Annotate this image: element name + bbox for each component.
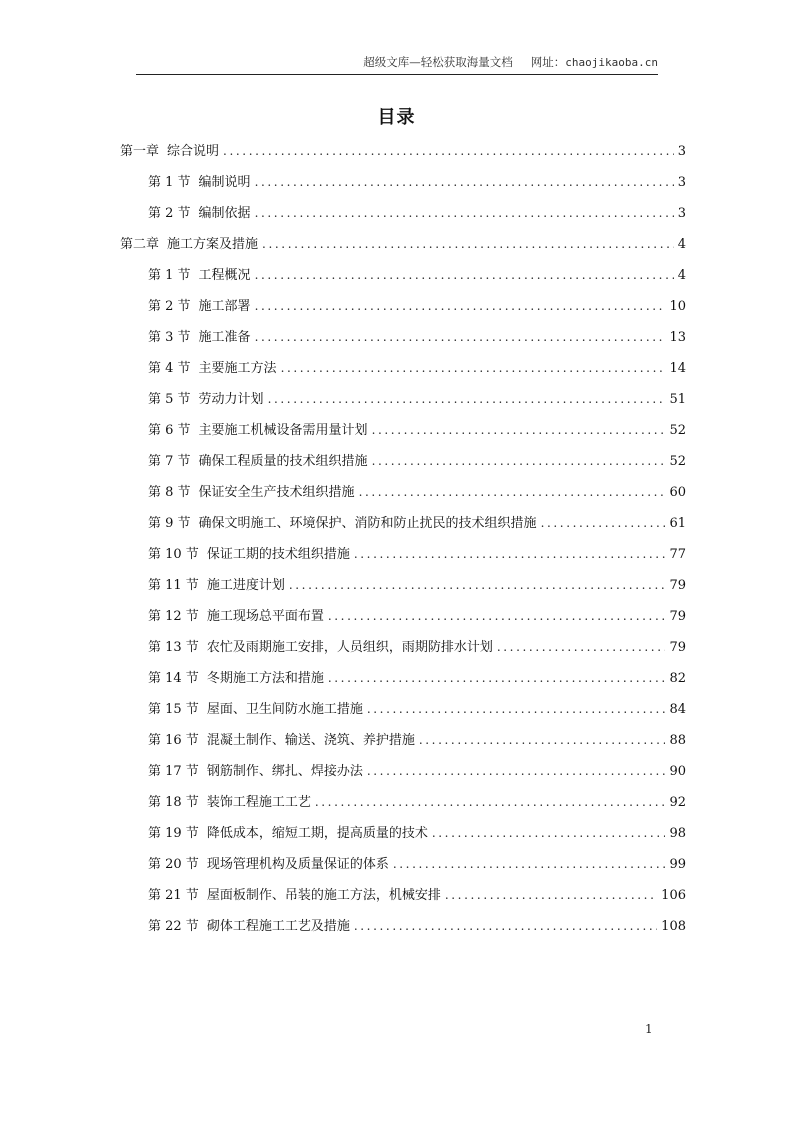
toc-entry-number: 第 2 节 <box>148 299 191 314</box>
toc-entry[interactable] <box>148 450 686 472</box>
toc-entry-label: 农忙及雨期施工安排，人员组织，雨期防排水计划 <box>206 640 493 655</box>
toc-entry[interactable] <box>148 822 686 844</box>
toc-entry[interactable] <box>148 636 686 658</box>
toc-dot-leader <box>445 884 657 906</box>
toc-entry[interactable] <box>148 853 686 875</box>
toc-entry-number: 第 2 节 <box>148 206 191 221</box>
toc-entry-number: 第 1 节 <box>148 175 191 190</box>
toc-entry-page: 92 <box>669 795 686 810</box>
toc-entry-number: 第 17 节 <box>148 764 199 779</box>
toc-entry-page: 106 <box>661 888 686 903</box>
toc-dot-leader <box>367 698 666 720</box>
toc-entry-page: 79 <box>669 578 686 593</box>
toc-entry-number: 第 5 节 <box>148 392 191 407</box>
toc-entry[interactable] <box>148 481 686 503</box>
toc-entry[interactable] <box>120 233 686 255</box>
toc-entry-page: 79 <box>669 609 686 624</box>
toc-entry-label: 工程概况 <box>198 268 251 283</box>
toc-entry-number: 第 7 节 <box>148 454 191 469</box>
toc-entry-label: 主要施工机械设备需用量计划 <box>198 423 368 438</box>
toc-entry-page: 84 <box>669 702 686 717</box>
toc-dot-leader <box>223 140 674 162</box>
toc-entry-label: 施工部署 <box>198 299 251 314</box>
toc-entry-number: 第 8 节 <box>148 485 191 500</box>
toc-entry-number: 第 15 节 <box>148 702 199 717</box>
toc-entry-label: 降低成本，缩短工期，提高质量的技术 <box>206 826 428 841</box>
toc-entry-number: 第一章 <box>120 144 160 159</box>
toc-entry-label: 冬期施工方法和措施 <box>206 671 324 686</box>
toc-entry-number: 第 3 节 <box>148 330 191 345</box>
toc-entry-page: 88 <box>669 733 686 748</box>
toc-dot-leader <box>541 512 666 534</box>
toc-entry-page: 3 <box>677 175 686 190</box>
toc-entry-page: 99 <box>669 857 686 872</box>
toc-dot-leader <box>328 605 666 627</box>
toc-entry[interactable] <box>148 264 686 286</box>
toc-entry-label: 确保文明施工、环境保护、消防和防止扰民的技术组织措施 <box>198 516 537 531</box>
toc-entry-label: 编制依据 <box>198 206 251 221</box>
toc-entry[interactable] <box>148 605 686 627</box>
toc-dot-leader <box>268 388 666 410</box>
toc-entry-label: 混凝土制作、输送、浇筑、养护措施 <box>206 733 415 748</box>
toc-title: 目录 <box>377 107 416 128</box>
toc-dot-leader <box>367 760 666 782</box>
toc-dot-leader <box>255 264 674 286</box>
page-number: 1 <box>645 1022 653 1036</box>
header-url[interactable]: chaojikaoba.cn <box>565 56 658 69</box>
toc-entry-page: 108 <box>661 919 686 934</box>
toc-dot-leader <box>497 636 666 658</box>
toc-entry-label: 现场管理机构及质量保证的体系 <box>206 857 389 872</box>
toc-entry-label: 钢筋制作、绑扎、焊接办法 <box>206 764 363 779</box>
toc-dot-leader <box>354 915 657 937</box>
toc-entry-number: 第 11 节 <box>148 578 199 593</box>
toc-entry[interactable] <box>148 202 686 224</box>
toc-entry[interactable] <box>148 574 686 596</box>
toc-entry[interactable] <box>148 326 686 348</box>
toc-entry-label: 施工方案及措施 <box>167 237 259 252</box>
header-site-name: 超级文库—轻松获取海量文档 <box>363 55 513 69</box>
toc-dot-leader <box>255 295 666 317</box>
toc-entry-number: 第 10 节 <box>148 547 199 562</box>
toc-entry-label: 施工进度计划 <box>206 578 285 593</box>
toc-entry-page: 61 <box>669 516 686 531</box>
toc-dot-leader <box>372 450 666 472</box>
toc-entry-label: 主要施工方法 <box>198 361 277 376</box>
toc-entry-number: 第 1 节 <box>148 268 191 283</box>
toc-entry[interactable] <box>148 512 686 534</box>
toc-entry[interactable] <box>148 543 686 565</box>
toc-entry-number: 第 9 节 <box>148 516 191 531</box>
toc-dot-leader <box>432 822 666 844</box>
toc-entry-number: 第 19 节 <box>148 826 199 841</box>
toc-entry-page: 10 <box>669 299 686 314</box>
toc-entry-page: 13 <box>669 330 686 345</box>
toc-entry-page: 3 <box>677 206 686 221</box>
toc-entry-label: 保证安全生产技术组织措施 <box>198 485 355 500</box>
toc-entry[interactable] <box>148 915 686 937</box>
toc-entry-page: 98 <box>669 826 686 841</box>
toc-entry-page: 4 <box>677 268 686 283</box>
toc-dot-leader <box>359 481 666 503</box>
toc-entry[interactable] <box>148 760 686 782</box>
toc-dot-leader <box>315 791 666 813</box>
toc-entry-label: 施工现场总平面布置 <box>206 609 324 624</box>
toc-entry-page: 52 <box>669 454 686 469</box>
toc-entry-page: 82 <box>669 671 686 686</box>
toc-dot-leader <box>255 171 674 193</box>
toc-dot-leader <box>255 202 674 224</box>
toc-dot-leader <box>255 326 666 348</box>
toc-entry-label: 确保工程质量的技术组织措施 <box>198 454 368 469</box>
toc-entry-page: 77 <box>669 547 686 562</box>
toc-entry[interactable] <box>148 357 686 379</box>
toc-dot-leader <box>354 543 666 565</box>
toc-entry-label: 屋面板制作、吊装的施工方法，机械安排 <box>206 888 441 903</box>
toc-dot-leader <box>281 357 666 379</box>
toc-entry-page: 52 <box>669 423 686 438</box>
toc-entry-number: 第 16 节 <box>148 733 199 748</box>
toc-entry-number: 第 14 节 <box>148 671 199 686</box>
toc-entry-page: 60 <box>669 485 686 500</box>
toc-dot-leader <box>372 419 666 441</box>
toc-entry-number: 第 18 节 <box>148 795 199 810</box>
toc-entry-label: 屋面、卫生间防水施工措施 <box>206 702 363 717</box>
toc-entry-number: 第 13 节 <box>148 640 199 655</box>
toc-entry-number: 第二章 <box>120 237 160 252</box>
toc-entry-label: 装饰工程施工工艺 <box>206 795 311 810</box>
toc-entry[interactable] <box>148 698 686 720</box>
toc-entry[interactable] <box>148 884 686 906</box>
page-header <box>136 54 658 75</box>
toc-entry-page: 3 <box>677 144 686 159</box>
toc-entry[interactable] <box>148 791 686 813</box>
toc-entry-label: 编制说明 <box>198 175 251 190</box>
header-url-label: 网址： <box>530 55 566 69</box>
toc-entry[interactable] <box>148 419 686 441</box>
toc-dot-leader <box>419 729 666 751</box>
toc-dot-leader <box>328 667 666 689</box>
toc-entry-page: 90 <box>669 764 686 779</box>
toc-entry[interactable] <box>120 140 686 162</box>
toc-entry[interactable] <box>148 295 686 317</box>
toc-entry-number: 第 21 节 <box>148 888 199 903</box>
toc-entry[interactable] <box>148 729 686 751</box>
toc-entry-number: 第 20 节 <box>148 857 199 872</box>
toc-entry-number: 第 4 节 <box>148 361 191 376</box>
toc-entry-number: 第 6 节 <box>148 423 191 438</box>
toc-entry-number: 第 22 节 <box>148 919 199 934</box>
toc-entry-label: 保证工期的技术组织措施 <box>206 547 350 562</box>
toc-dot-leader <box>393 853 666 875</box>
toc-entry-label: 劳动力计划 <box>198 392 264 407</box>
toc-entry-label: 砌体工程施工工艺及措施 <box>206 919 350 934</box>
toc-entry-page: 79 <box>669 640 686 655</box>
toc-entry-number: 第 12 节 <box>148 609 199 624</box>
toc-entry-label: 综合说明 <box>167 144 220 159</box>
toc-dot-leader <box>262 233 674 255</box>
toc-entry[interactable] <box>148 171 686 193</box>
toc-entry-page: 4 <box>677 237 686 252</box>
toc-entry-label: 施工准备 <box>198 330 251 345</box>
toc-entry-page: 51 <box>669 392 686 407</box>
toc-entry-page: 14 <box>669 361 686 376</box>
toc-entry[interactable] <box>148 388 686 410</box>
toc-dot-leader <box>289 574 666 596</box>
toc-entry[interactable] <box>148 667 686 689</box>
